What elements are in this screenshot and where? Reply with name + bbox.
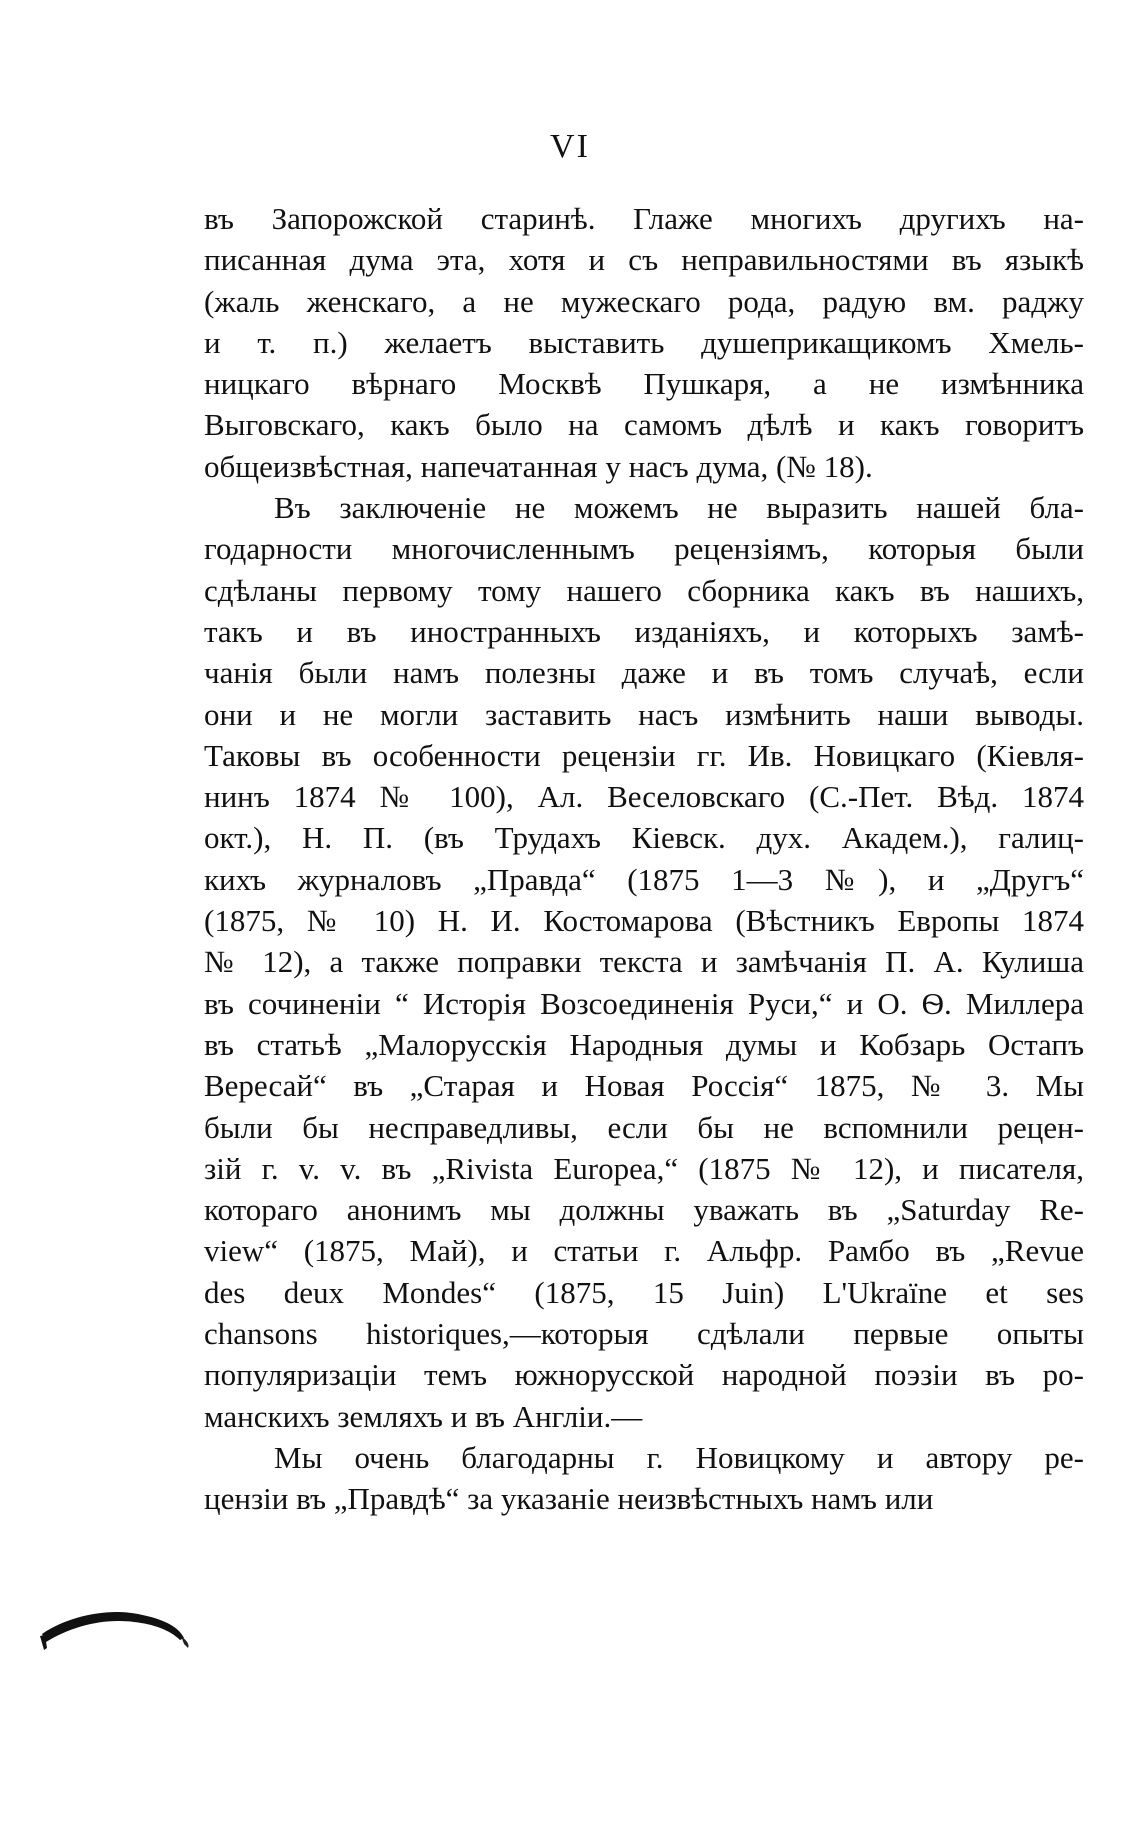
paragraph bbox=[204, 487, 1084, 1437]
text-line: view“ (1875, Май), и статьи г. Альфр. Рамбо въ „Revue bbox=[204, 1233, 1084, 1269]
text-line: цензіи въ „Правдѣ“ за указаніе неизвѣстныхъ намъ или bbox=[204, 1481, 934, 1517]
text-line: кихъ журналовъ „Правда“ (1875 1—3 №), и „Другъ“ bbox=[204, 861, 1084, 897]
text-line: такъ и въ иностранныхъ изданіяхъ, и которыхъ замѣ- bbox=[204, 613, 1084, 649]
text-line: манскихъ земляхъ и въ Англіи.— bbox=[204, 1398, 643, 1434]
paragraph bbox=[204, 1437, 1084, 1520]
text-line: № 12), а также поправки текста и замѣчанія П. А. Кулиша bbox=[204, 944, 1084, 980]
text-line: и т. п.) желаетъ выставить душеприкащикомъ Хмель- bbox=[204, 324, 1084, 360]
text-line: Въ заключеніе не можемъ не выразить нашей бла- bbox=[274, 490, 1084, 526]
text-line: въ Запорожской старинѣ. Глаже многихъ другихъ на- bbox=[204, 201, 1084, 236]
text-line: des deux Mondes“ (1875, 15 Juin) L'Ukraïne et ses bbox=[204, 1274, 1084, 1310]
ink-smudge-mark bbox=[38, 1578, 218, 1658]
text-line: Вересай“ въ „Старая и Новая Россія“ 1875, № 3. Мы bbox=[204, 1068, 1084, 1104]
text-line: нинъ 1874 № 100), Ал. Веселовскаго (С.-Пет. Вѣд. 1874 bbox=[204, 779, 1084, 815]
text-line: они и не могли заставить насъ измѣнить наши выводы. bbox=[204, 696, 1084, 732]
text-line: Мы очень благодарны г. Новицкому и автору ре- bbox=[274, 1439, 1084, 1475]
text-line: были бы несправедливы, если бы не вспомнили рецен- bbox=[204, 1109, 1084, 1145]
text-line: чанія были намъ полезны даже и въ томъ случаѣ, если bbox=[204, 655, 1084, 691]
page-number: VI bbox=[550, 128, 590, 165]
text-line: общеизвѣстная, напечатанная у насъ дума, (№ 18). bbox=[204, 448, 873, 484]
text-line: годарности многочисленнымъ рецензіямъ, которыя были bbox=[204, 531, 1084, 567]
text-line: окт.), Н. П. (въ Трудахъ Кіевск. дух. Академ.), галиц- bbox=[204, 820, 1084, 856]
text-line: популяризаціи темъ южнорусской народной поэзіи въ ро- bbox=[204, 1357, 1084, 1393]
text-line: (1875, № 10) Н. И. Костомарова (Вѣстникъ Европы 1874 bbox=[204, 903, 1084, 939]
text-line: въ статьѣ „Малорусскія Народныя думы и Кобзарь Остапъ bbox=[204, 1026, 1084, 1062]
text-line: Выговскаго, какъ было на самомъ дѣлѣ и какъ говоритъ bbox=[204, 407, 1084, 443]
text-line: ницкаго вѣрнаго Москвѣ Пушкаря, а не измѣнника bbox=[204, 366, 1084, 402]
text-line: chansons historiques,—которыя сдѣлали первые опыты bbox=[204, 1316, 1084, 1352]
paragraph bbox=[204, 198, 1084, 487]
body-text bbox=[204, 198, 1084, 1520]
text-line: писанная дума эта, хотя и съ неправильностями въ языкѣ bbox=[204, 242, 1084, 278]
text-line: (жаль женскаго, а не мужескаго рода, радую вм. раджу bbox=[204, 283, 1084, 319]
text-line: сдѣланы первому тому нашего сборника какъ въ нашихъ, bbox=[204, 572, 1084, 608]
text-line: котораго анонимъ мы должны уважать въ „Saturday Re- bbox=[204, 1192, 1084, 1228]
text-line: въ сочиненіи “ Исторія Возсоединенія Руси,“ и О. Ѳ. Миллера bbox=[204, 985, 1084, 1021]
text-line: Таковы въ особенности рецензіи гг. Ив. Новицкаго (Кіевля- bbox=[204, 737, 1084, 773]
text-line: зій г. v. v. въ „Rivista Europea,“ (1875 № 12), и писателя, bbox=[204, 1150, 1084, 1186]
